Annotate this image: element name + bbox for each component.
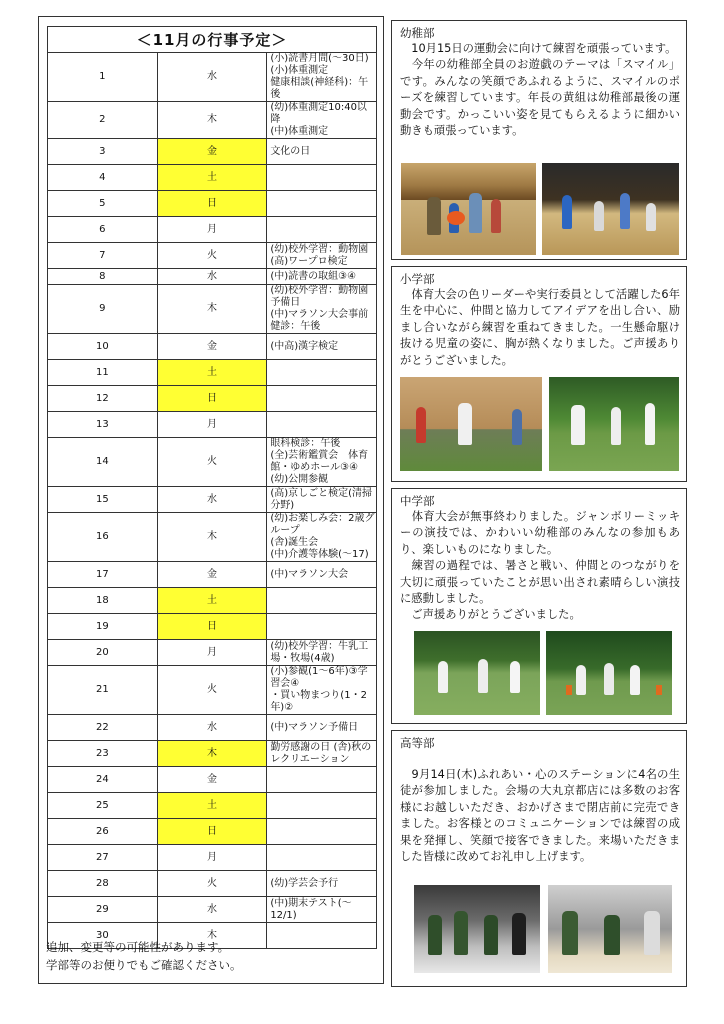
schedule-events — [267, 165, 377, 191]
schedule-weekday: 土 — [157, 165, 267, 191]
schedule-events: (中高)漢字検定 — [267, 334, 377, 360]
schedule-day: 15 — [48, 487, 158, 513]
schedule-day: 7 — [48, 243, 158, 269]
schedule-events: 勤労感謝の日 (舎)秋のレクリエーション — [267, 741, 377, 767]
schedule-day: 29 — [48, 897, 158, 923]
schedule-row — [48, 562, 377, 588]
schedule-weekday: 木 — [157, 102, 267, 139]
schedule-row — [48, 386, 377, 412]
schedule-weekday: 月 — [157, 640, 267, 666]
schedule-events — [267, 588, 377, 614]
schedule-day: 26 — [48, 819, 158, 845]
schedule-weekday: 日 — [157, 191, 267, 217]
high-school-photo-2 — [548, 885, 672, 973]
schedule-row — [48, 666, 377, 715]
schedule-events: (高)京しごと検定(清掃分野) — [267, 487, 377, 513]
schedule-weekday: 木 — [157, 285, 267, 334]
elementary-section — [391, 266, 687, 482]
schedule-table — [47, 26, 377, 949]
schedule-day: 30 — [48, 923, 158, 949]
schedule-weekday: 木 — [157, 923, 267, 949]
elementary-photo-2 — [549, 377, 679, 471]
schedule-row — [48, 334, 377, 360]
schedule-events: (幼)校外学習：動物園予備日 (中)マラソン大会事前健診：午後 — [267, 285, 377, 334]
high-school-section — [391, 730, 687, 987]
schedule-weekday: 日 — [157, 819, 267, 845]
schedule-day: 1 — [48, 53, 158, 102]
schedule-row — [48, 139, 377, 165]
schedule-day: 19 — [48, 614, 158, 640]
schedule-events: (小)参観(1〜6年)③学習会④ ・買い物まつり(1・2年)② — [267, 666, 377, 715]
schedule-row — [48, 53, 377, 102]
schedule-row — [48, 513, 377, 562]
schedule-weekday: 日 — [157, 386, 267, 412]
schedule-events: (中)読書の取組③④ — [267, 269, 377, 285]
schedule-events — [267, 360, 377, 386]
schedule-row — [48, 102, 377, 139]
junior-high-section — [391, 488, 687, 724]
schedule-footer — [46, 938, 376, 974]
schedule-weekday: 水 — [157, 53, 267, 102]
junior-high-heading: 中学部 — [400, 494, 435, 508]
schedule-row — [48, 360, 377, 386]
kindergarten-text: 10月15日の運動会に向けて練習を頑張っています。 今年の幼稚部全員のお遊戯のテーマは「スマイル」です。みんなの笑顔であふれるように、スマイルのポーズを練習しています。年長の黄組は幼稚部最後の運動会です。かっこいい姿を見てもらえるように細かい動きも頑張っています。 — [400, 42, 680, 138]
schedule-events: (幼)体重測定10:40以降 (中)体重測定 — [267, 102, 377, 139]
schedule-day: 8 — [48, 269, 158, 285]
kindergarten-heading: 幼稚部 — [400, 26, 435, 40]
schedule-weekday: 金 — [157, 767, 267, 793]
footer-line-1: 追加、変更等の可能性があります。 — [46, 940, 230, 954]
schedule-weekday: 火 — [157, 243, 267, 269]
high-school-heading: 高等部 — [400, 736, 435, 750]
schedule-day: 10 — [48, 334, 158, 360]
schedule-weekday: 火 — [157, 666, 267, 715]
schedule-row — [48, 614, 377, 640]
schedule-events: (中)期末テスト(〜12/1) — [267, 897, 377, 923]
schedule-weekday: 水 — [157, 715, 267, 741]
elementary-text: 体育大会の色リーダーや実行委員として活躍した6年生を中心に、仲間と協力してアイデアを出し合い、励まし合いながら練習を重ねてきました。一生懸命駆け抜ける児童の姿に、胸が熱くなりました。ご声援ありがとうございました。 — [400, 288, 680, 367]
schedule-weekday: 金 — [157, 562, 267, 588]
schedule-weekday: 水 — [157, 269, 267, 285]
schedule-weekday: 木 — [157, 513, 267, 562]
schedule-weekday: 月 — [157, 412, 267, 438]
schedule-row — [48, 243, 377, 269]
schedule-events: (中)マラソン大会 — [267, 562, 377, 588]
schedule-events — [267, 191, 377, 217]
schedule-weekday: 金 — [157, 139, 267, 165]
schedule-day: 18 — [48, 588, 158, 614]
schedule-events: 文化の日 — [267, 139, 377, 165]
kindergarten-section — [391, 20, 687, 260]
schedule-row — [48, 640, 377, 666]
schedule-day: 21 — [48, 666, 158, 715]
schedule-row — [48, 819, 377, 845]
footer-line-2: 学部等のお便りでもご確認ください。 — [46, 958, 242, 972]
schedule-events: (中)マラソン予備日 — [267, 715, 377, 741]
high-school-text: 9月14日(木)ふれあい・心のステーションに4名の生徒が参加しました。会場の大丸京都店には多数のお客様にお越しいただき、おかげさまで閉店前に完売できました。お客様とのコミュニケーションでは練習の成果を発揮し、笑顔で接客できました。来場いただきました皆様に改めてお礼申し上げます。 — [400, 768, 680, 864]
schedule-row — [48, 767, 377, 793]
schedule-row — [48, 191, 377, 217]
schedule-row — [48, 269, 377, 285]
schedule-day: 13 — [48, 412, 158, 438]
schedule-day: 6 — [48, 217, 158, 243]
schedule-day: 27 — [48, 845, 158, 871]
schedule-row — [48, 487, 377, 513]
schedule-day: 25 — [48, 793, 158, 819]
kindergarten-photo-2 — [542, 163, 679, 255]
schedule-weekday: 火 — [157, 438, 267, 487]
schedule-day: 23 — [48, 741, 158, 767]
schedule-row — [48, 438, 377, 487]
schedule-title: ＜11月の行事予定＞ — [48, 27, 377, 53]
schedule-row — [48, 285, 377, 334]
schedule-weekday: 土 — [157, 793, 267, 819]
schedule-row — [48, 871, 377, 897]
schedule-events: (幼)校外学習：牛乳工場・牧場(4歳) — [267, 640, 377, 666]
schedule-weekday: 木 — [157, 741, 267, 767]
schedule-row — [48, 217, 377, 243]
schedule-events — [267, 386, 377, 412]
schedule-events — [267, 793, 377, 819]
schedule-events — [267, 217, 377, 243]
schedule-events: (幼)お楽しみ会：2歳グループ (舎)誕生会 (中)介護等体験(〜17) — [267, 513, 377, 562]
schedule-events — [267, 819, 377, 845]
schedule-weekday: 日 — [157, 614, 267, 640]
schedule-events — [267, 614, 377, 640]
schedule-day: 2 — [48, 102, 158, 139]
schedule-weekday: 月 — [157, 845, 267, 871]
schedule-day: 28 — [48, 871, 158, 897]
schedule-day: 20 — [48, 640, 158, 666]
schedule-row — [48, 897, 377, 923]
schedule-events — [267, 767, 377, 793]
junior-high-photo-1 — [414, 631, 540, 715]
schedule-events — [267, 845, 377, 871]
schedule-day: 22 — [48, 715, 158, 741]
schedule-day: 11 — [48, 360, 158, 386]
schedule-day: 16 — [48, 513, 158, 562]
schedule-day: 17 — [48, 562, 158, 588]
schedule-day: 5 — [48, 191, 158, 217]
schedule-day: 3 — [48, 139, 158, 165]
schedule-day: 9 — [48, 285, 158, 334]
schedule-day: 14 — [48, 438, 158, 487]
schedule-weekday: 水 — [157, 487, 267, 513]
schedule-day: 4 — [48, 165, 158, 191]
schedule-row — [48, 715, 377, 741]
schedule-events: 眼科検診：午後 (全)芸術鑑賞会 体育館・ゆめホール③④ (幼)公開参観 — [267, 438, 377, 487]
schedule-weekday: 水 — [157, 897, 267, 923]
schedule-row — [48, 412, 377, 438]
kindergarten-photo-1 — [401, 163, 536, 255]
schedule-day: 24 — [48, 767, 158, 793]
high-school-photo-1 — [414, 885, 540, 973]
schedule-events: (幼)校外学習：動物園 (高)ワープロ検定 — [267, 243, 377, 269]
schedule-weekday: 土 — [157, 588, 267, 614]
schedule-row — [48, 741, 377, 767]
schedule-day: 12 — [48, 386, 158, 412]
schedule-weekday: 土 — [157, 360, 267, 386]
schedule-events: (幼)学芸会予行 — [267, 871, 377, 897]
schedule-row — [48, 793, 377, 819]
elementary-heading: 小学部 — [400, 272, 435, 286]
schedule-row — [48, 845, 377, 871]
schedule-row — [48, 588, 377, 614]
schedule-events: (小)読書月間(〜30日) (小)体重測定 健康相談(神経科)：午後 — [267, 53, 377, 102]
schedule-row — [48, 165, 377, 191]
schedule-events — [267, 412, 377, 438]
junior-high-photo-2 — [546, 631, 672, 715]
schedule-weekday: 月 — [157, 217, 267, 243]
junior-high-text: 体育大会が無事終わりました。ジャンボリーミッキーの演技では、かわいい幼稚部のみんなの参加もあり、楽しいものになりました。 練習の過程では、暑さと戦い、仲間とのつながりを大切に頑張っていたことが思い出され素晴らしい演技に感動しました。 ご声援ありがとうございました。 — [400, 510, 680, 622]
elementary-photo-1 — [400, 377, 542, 471]
schedule-weekday: 金 — [157, 334, 267, 360]
schedule-weekday: 火 — [157, 871, 267, 897]
